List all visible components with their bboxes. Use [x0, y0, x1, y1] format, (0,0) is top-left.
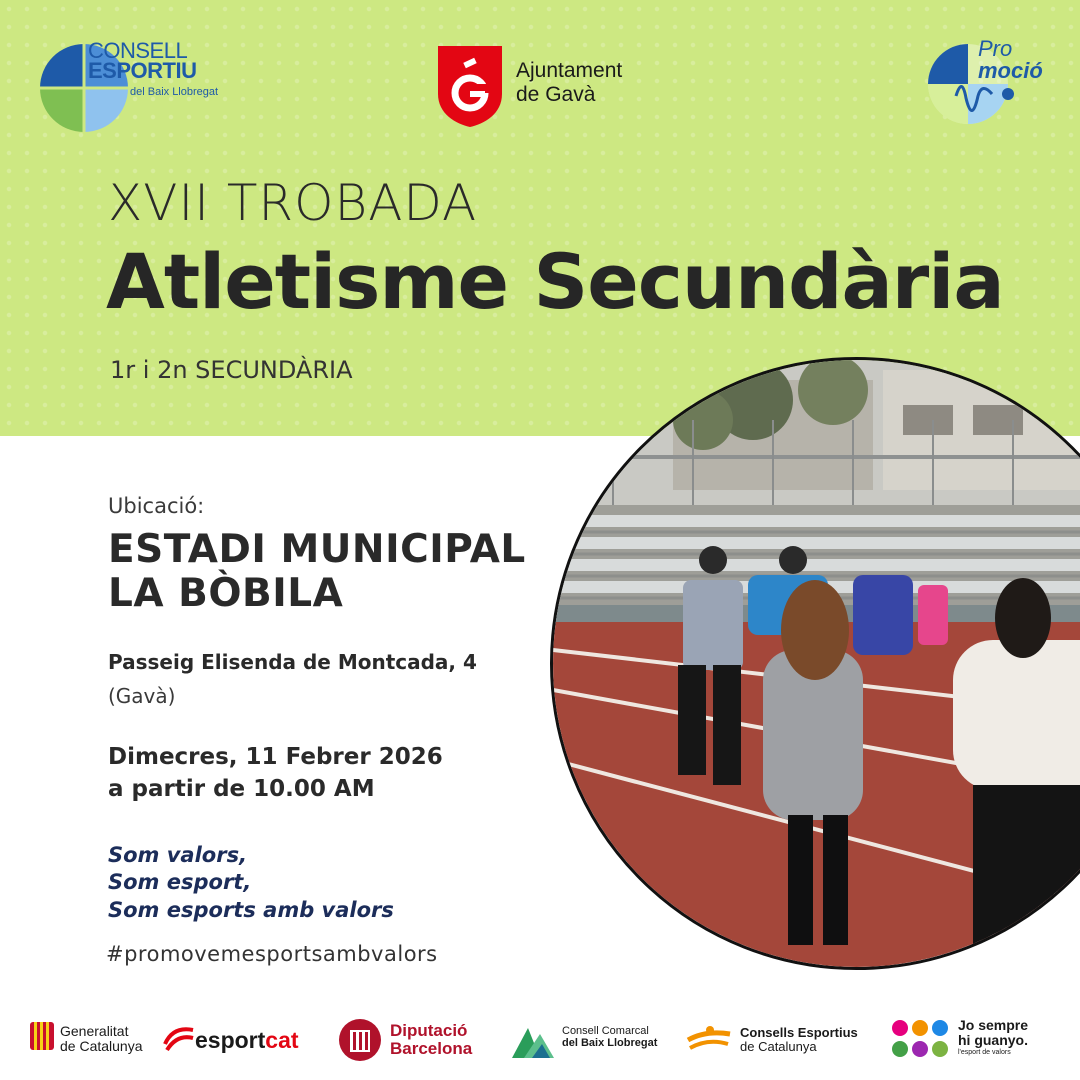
- promocio-wordmark: [978, 38, 1043, 82]
- diputacio-logo: [338, 1010, 488, 1070]
- event-time: a partir de 10.00 AM: [108, 776, 375, 802]
- stadium-photo-illustration: [553, 360, 1080, 967]
- senyera-icon: [30, 1022, 54, 1050]
- consell-comarcal-line2: del Baix Llobregat: [562, 1036, 658, 1049]
- consell-comarcal-line1: Consell Comarcal: [562, 1025, 649, 1037]
- consell-comarcal-logo: [510, 1010, 670, 1070]
- event-date: Dimecres, 11 Febrer 2026: [108, 744, 443, 770]
- generalitat-logo: [30, 1010, 160, 1070]
- ajuntament-gava-logo: [436, 44, 656, 128]
- consell-esportiu-line2: ESPORTIU: [88, 58, 197, 83]
- promocio-logo: [926, 36, 1046, 136]
- esportcat-text-b: cat: [265, 1027, 299, 1053]
- event-title: Atletisme Secundària: [106, 237, 1004, 326]
- diputacio-emblem-icon: [338, 1018, 382, 1062]
- venue-city: (Gavà): [108, 684, 176, 708]
- event-photo: [550, 357, 1080, 970]
- generalitat-line1: Generalitat: [60, 1023, 129, 1039]
- diputacio-line1: Diputació: [390, 1021, 468, 1040]
- consell-esportiu-line1: CONSELL: [88, 38, 188, 63]
- location-label: Ubicació:: [108, 494, 205, 518]
- motto-line2: Som esport,: [108, 870, 252, 895]
- motto-line1: Som valors,: [108, 843, 248, 867]
- event-audience: 1r i 2n SECUNDÀRIA: [110, 356, 353, 384]
- venue-line2: LA BÒBILA: [108, 570, 344, 616]
- venue-name: [108, 528, 526, 615]
- consells-esportius-logo: [686, 1010, 866, 1070]
- sponsor-footer: [0, 1010, 1080, 1072]
- esportcat-text-a: esport: [195, 1027, 266, 1053]
- hashtag: #promovemesportsambvalors: [106, 942, 438, 966]
- diputacio-line2: Barcelona: [390, 1038, 473, 1058]
- generalitat-line2: de Catalunya: [60, 1037, 143, 1054]
- jo-sempre-dots-icon: [890, 1018, 954, 1062]
- jo-sempre-tagline: l'esport de valors: [958, 1049, 1011, 1057]
- consell-comarcal-mountains-icon: [510, 1020, 556, 1060]
- consell-esportiu-line3: del Baix Llobregat: [130, 86, 219, 98]
- consells-esportius-line2: de Catalunya: [740, 1038, 817, 1054]
- jo-sempre-line1: Jo sempre: [958, 1017, 1029, 1033]
- ajuntament-line2: de Gavà: [516, 83, 596, 106]
- jo-sempre-logo: [890, 1010, 1060, 1070]
- motto: [108, 842, 394, 924]
- shield-g-icon: [436, 44, 504, 128]
- venue-address: Passeig Elisenda de Montcada, 4: [108, 650, 477, 674]
- esportcat-logo: [163, 1010, 313, 1070]
- esportcat-swoosh-icon: [163, 1024, 195, 1052]
- consells-esportius-swoosh-icon: [686, 1024, 732, 1054]
- venue-line1: ESTADI MUNICIPAL: [108, 527, 526, 572]
- promocio-text-b: moció: [978, 58, 1043, 83]
- event-edition: XVII TROBADA: [108, 174, 478, 232]
- motto-line3: Som esports amb valors: [108, 897, 394, 922]
- promocio-text-a: Pro: [978, 36, 1013, 61]
- consells-esportius-line1: Consells Esportius: [740, 1025, 858, 1040]
- jo-sempre-line2: hi guanyo.: [958, 1031, 1028, 1048]
- consell-esportiu-logo: [38, 38, 238, 138]
- ajuntament-line1: Ajuntament: [516, 59, 623, 82]
